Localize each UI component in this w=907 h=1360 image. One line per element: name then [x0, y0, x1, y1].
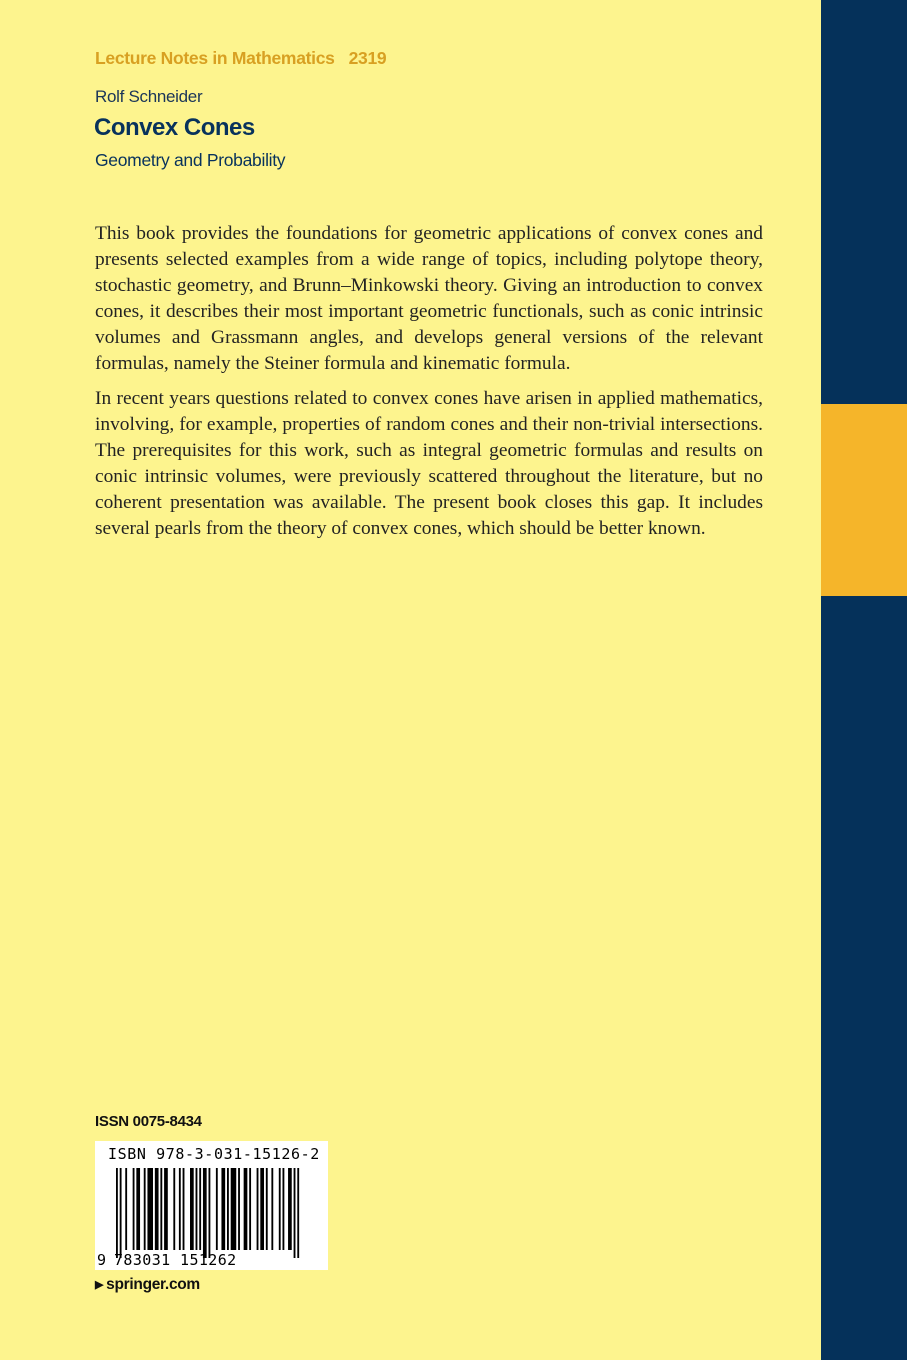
- barcode-bar: [288, 1168, 292, 1250]
- barcode-bar: [190, 1168, 194, 1250]
- barcode-bar: [216, 1168, 218, 1250]
- issn-number: ISSN 0075-8434: [95, 1113, 202, 1130]
- barcode-bar: [203, 1168, 207, 1258]
- barcode-bar: [244, 1168, 248, 1250]
- barcode-bar: [221, 1168, 225, 1250]
- barcode-bar: [257, 1168, 259, 1250]
- description-paragraph-1: This book provides the foundations for geometric applications of convex cones and presents selected examples from a wide range of topics, including polytope theory, stochastic geometry, and Brunn–Minkowski theory. Giving an introduction to convex cones, it describes their most important geometric functionals, such as conic intrinsic volumes and Grassmann angles, and develops general versions of the relevant formulas, namely the Steiner formula and kinematic formula.: [95, 223, 763, 374]
- barcode-bar: [209, 1168, 211, 1258]
- barcode-bar: [116, 1168, 118, 1258]
- series-line: [95, 48, 386, 69]
- isbn-barcode: [95, 1141, 328, 1270]
- description-paragraph-2: In recent years questions related to convex cones have arisen in applied mathematics, involving, for example, properties of random cones and their non-trivial intersections. The prerequisites for this work, such as integral geometric formulas and results on conic intrinsic volumes, were previously scattered throughout the literature, but no coherent presentation was available. The present book closes this gap. It includes several pearls from the theory of convex cones, which should be better known.: [95, 388, 763, 539]
- ean-first-digit: 9: [97, 1251, 107, 1269]
- barcode-bar: [133, 1168, 135, 1250]
- spine-dark-band: [821, 0, 907, 1360]
- barcode-bar: [160, 1168, 162, 1250]
- barcode-bar: [249, 1168, 251, 1250]
- barcode-bar: [266, 1168, 268, 1250]
- barcode-bar: [155, 1168, 159, 1250]
- barcode-bar: [183, 1168, 185, 1250]
- barcode-bar: [297, 1168, 299, 1258]
- author-name: Rolf Schneider: [95, 87, 203, 106]
- series-volume: 2319: [348, 48, 387, 68]
- barcode-bar: [120, 1168, 122, 1258]
- barcode-bar: [231, 1168, 237, 1250]
- book-subtitle: Geometry and Probability: [95, 150, 286, 170]
- barcode-bar: [279, 1168, 281, 1250]
- website-link[interactable]: [95, 1276, 200, 1294]
- barcode-bar: [147, 1168, 153, 1250]
- barcode-bar: [196, 1168, 198, 1250]
- book-title: Convex Cones: [94, 114, 255, 141]
- barcode-bar: [238, 1168, 240, 1250]
- triangle-right-icon: ▶: [95, 1279, 104, 1291]
- description: [95, 221, 763, 551]
- barcode-bar: [173, 1168, 175, 1250]
- barcode-bar: [164, 1168, 168, 1250]
- barcode-bar: [294, 1168, 296, 1258]
- barcode-bar: [144, 1168, 146, 1250]
- barcode-bar: [199, 1168, 201, 1250]
- barcode-bar: [136, 1168, 140, 1250]
- barcode-bar: [179, 1168, 181, 1250]
- isbn-label: ISBN 978-3-031-15126-2: [108, 1145, 320, 1163]
- ean-digits: 783031 151262: [114, 1251, 237, 1269]
- spine-orange-band: [821, 404, 907, 596]
- barcode-bar: [283, 1168, 285, 1250]
- barcode-bar: [260, 1168, 264, 1250]
- barcode-bar: [125, 1168, 127, 1250]
- barcode-bar: [271, 1168, 273, 1250]
- series-name: Lecture Notes in Mathematics: [95, 48, 335, 68]
- website-text: springer.com: [106, 1276, 200, 1293]
- barcode-bar: [227, 1168, 229, 1250]
